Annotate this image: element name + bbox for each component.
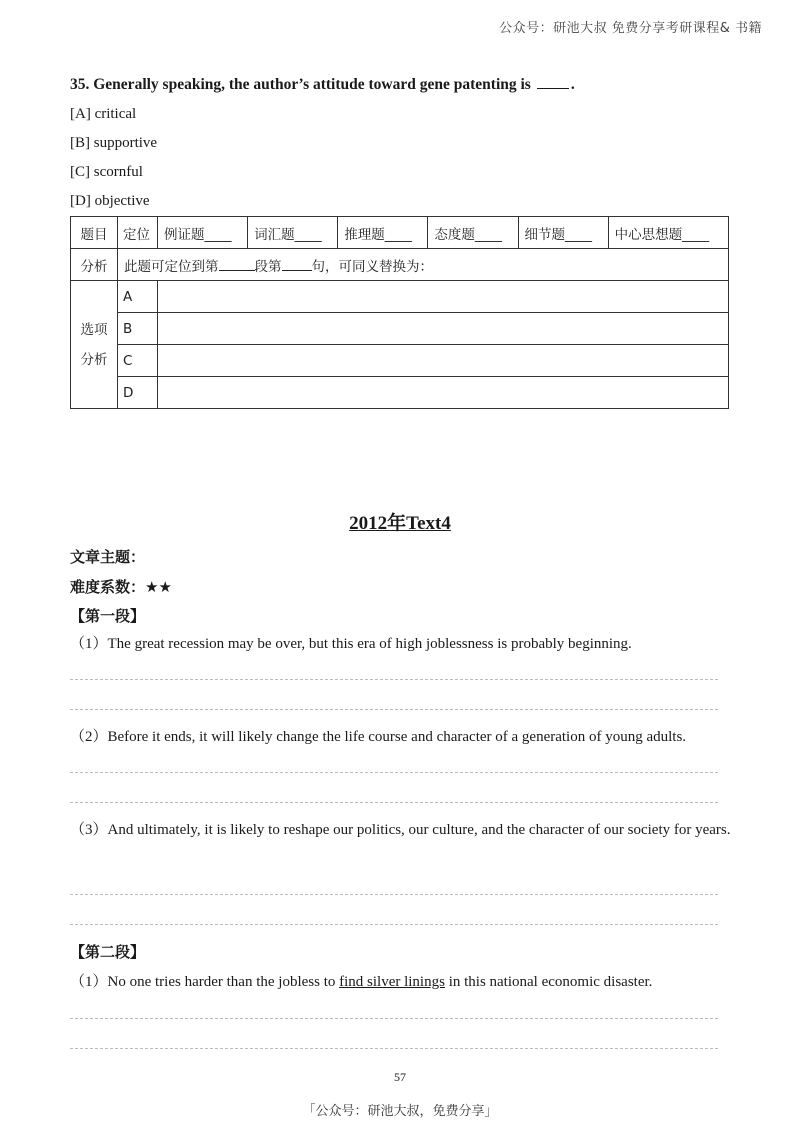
footer-note: 「公众号：研池大叔，免费分享」 <box>302 1104 498 1119</box>
option-analysis-b <box>158 313 729 345</box>
question-stem <box>70 76 575 94</box>
paragraph-1-label: 【第一段】 <box>70 607 146 625</box>
theme-label: 文章主题： <box>70 548 146 566</box>
options-analysis-label <box>71 281 118 409</box>
type-main-idea: 中心思想题____ <box>608 217 728 249</box>
locate-label: 定位 <box>118 217 158 249</box>
option-row-b <box>71 313 729 345</box>
type-inference: 推理题____ <box>338 217 428 249</box>
answer-blank <box>537 76 569 89</box>
answer-line <box>70 1018 718 1019</box>
answer-line <box>70 924 718 925</box>
p2-sentence-1-post: in this national economic disaster. <box>444 974 653 990</box>
option-letter-b: B <box>118 313 158 345</box>
section-title: 2012年Text4 <box>349 513 451 534</box>
locate-text-part3: 句，可同义替换为： <box>311 258 433 275</box>
p1-sentence-1: （1）The great recession may be over, but this era of high joblessness is probably beginning. <box>70 636 632 652</box>
option-letter-d: D <box>118 377 158 409</box>
option-analysis-a <box>158 281 729 313</box>
paragraph-blank <box>219 259 255 271</box>
question-type-row <box>71 217 729 249</box>
option-analysis-d <box>158 377 729 409</box>
option-analysis-c <box>158 345 729 377</box>
answer-line <box>70 679 718 680</box>
option-letter-a: A <box>118 281 158 313</box>
option-row-a <box>71 281 729 313</box>
answer-line <box>70 894 718 895</box>
question-stem-period: . <box>570 76 575 93</box>
option-a: [A] critical <box>70 106 137 122</box>
options-label-line2: 分析 <box>80 351 108 368</box>
type-vocabulary: 词汇题____ <box>248 217 338 249</box>
row-label-analysis: 分析 <box>71 249 118 281</box>
p1-sentence-2: （2）Before it ends, it will likely change the life course and character of a generation of young adults. <box>70 729 687 745</box>
type-attitude: 态度题____ <box>428 217 518 249</box>
answer-line <box>70 1048 718 1049</box>
options-label-line1: 选项 <box>80 321 108 338</box>
difficulty-label: 难度系数：★★ <box>70 578 172 596</box>
option-row-c <box>71 345 729 377</box>
answer-line <box>70 709 718 710</box>
locate-text <box>118 249 729 281</box>
question-stem-text: 35. Generally speaking, the author’s attitude toward gene patenting is <box>70 76 531 93</box>
paragraph-2-label: 【第二段】 <box>70 943 146 961</box>
locate-text-part1: 此题可定位到第 <box>124 258 219 275</box>
option-letter-c: C <box>118 345 158 377</box>
option-b: [B] supportive <box>70 135 158 151</box>
row-label-question: 题目 <box>71 217 118 249</box>
locate-text-part2: 段第 <box>254 258 282 275</box>
option-c: [C] scornful <box>70 164 143 180</box>
p1-sentence-3: （3）And ultimately, it is likely to reshape our politics, our culture, and the character of our society for years. <box>70 822 731 838</box>
option-row-d <box>71 377 729 409</box>
type-detail: 细节题____ <box>518 217 608 249</box>
type-example: 例证题____ <box>158 217 248 249</box>
header-note: 公众号：研池大叔 免费分享考研课程& 书籍 <box>499 21 762 36</box>
p2-sentence-1 <box>70 968 735 997</box>
analysis-table <box>70 216 729 409</box>
option-d: [D] objective <box>70 193 150 209</box>
answer-line <box>70 772 718 773</box>
page-number: 57 <box>394 1070 406 1084</box>
sentence-blank <box>282 259 312 271</box>
p2-sentence-1-pre: （1）No one tries harder than the jobless to <box>70 974 340 990</box>
locate-row <box>71 249 729 281</box>
p2-sentence-1-underlined: find silver linings <box>339 974 445 990</box>
answer-line <box>70 802 718 803</box>
